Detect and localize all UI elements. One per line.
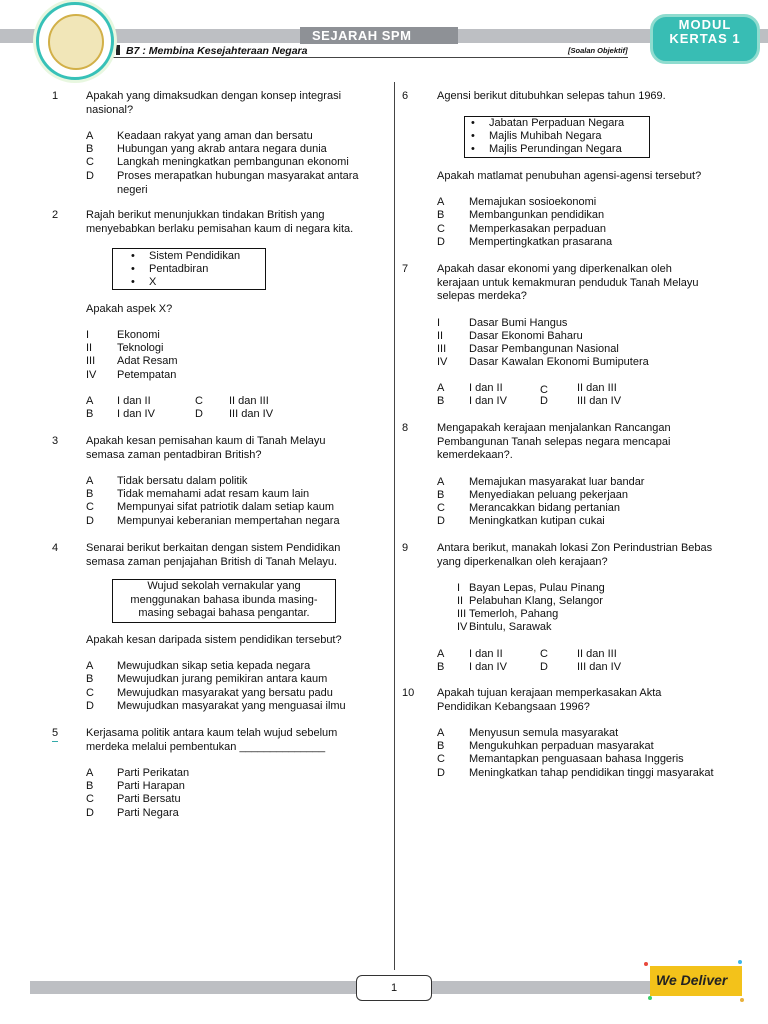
option-letter: B: [86, 673, 94, 685]
option-text: I dan IV: [117, 408, 155, 420]
option-text: Parti Perikatan: [117, 767, 190, 779]
item-numeral: I: [86, 329, 90, 341]
option-text: Tidak bersatu dalam politik: [117, 475, 248, 487]
option-letter: D: [86, 807, 94, 819]
option-text: Memperkasakan perpaduan: [469, 223, 606, 235]
option-letter: D: [540, 661, 548, 673]
option-text: Mewujudkan masyarakat yang menguasai ilmu: [117, 700, 346, 712]
item-numeral: IV: [437, 356, 448, 368]
option-text: Mewujudkan sikap setia kepada negara: [117, 660, 311, 672]
question-number: 4: [52, 542, 59, 554]
question-text: Apakah tujuan kerajaan memperkasakan Akta Pendidikan Kebangsaan 1996?: [437, 687, 662, 713]
option-text: Meningkatkan tahap pendidikan tinggi masyarakat: [469, 767, 714, 779]
question-text: Agensi berikut ditubuhkan selepas tahun 1969.: [437, 90, 666, 102]
option-text: II dan III: [577, 382, 617, 394]
item-numeral: IV: [86, 369, 97, 381]
option-text: Langkah meningkatkan pembangunan ekonomi: [117, 156, 349, 168]
option-letter: B: [437, 740, 445, 752]
question-number: 2: [52, 209, 59, 221]
module-badge-text: [660, 18, 750, 46]
item-text: Petempatan: [117, 369, 177, 381]
option-text: Mengukuhkan perpaduan masyarakat: [469, 740, 654, 752]
option-letter: A: [437, 382, 445, 394]
question-number: 1: [52, 90, 59, 102]
question-text: Mengapakah kerajaan menjalankan Rancangan Pembangunan Tanah selepas negara mencapai kemerdekaan?.: [437, 422, 671, 461]
option-text: Membangunkan pendidikan: [469, 209, 605, 221]
item-text: Pelabuhan Klang, Selangor: [469, 595, 603, 607]
option-letter: D: [437, 515, 445, 527]
question-number: 9: [402, 542, 409, 554]
option-letter: D: [437, 767, 445, 779]
option-letter: A: [437, 727, 445, 739]
info-box: [112, 248, 266, 290]
item-text: Temerloh, Pahang: [469, 608, 559, 620]
topic-marker: [116, 45, 120, 55]
question-type-label: [Soalan Objektif]: [568, 46, 628, 55]
box-item: • X: [149, 276, 156, 290]
option-letter: B: [86, 780, 94, 792]
crest-icon: [48, 14, 104, 70]
subject-title: SEJARAH SPM: [312, 28, 412, 43]
option-text: I dan II: [469, 382, 503, 394]
column-divider: [394, 82, 395, 970]
option-text: I dan II: [469, 648, 503, 660]
question-number: 5: [52, 727, 58, 742]
option-letter: B: [437, 209, 445, 221]
item-text: Bayan Lepas, Pulau Pinang: [469, 582, 605, 594]
item-numeral: III: [86, 355, 96, 367]
item-text: Dasar Pembangunan Nasional: [469, 343, 619, 355]
option-text: Keadaan rakyat yang aman dan bersatu: [117, 130, 313, 142]
option-text: Parti Bersatu: [117, 793, 181, 805]
item-text: Adat Resam: [117, 355, 178, 367]
option-letter: A: [86, 767, 94, 779]
item-text: Dasar Kawalan Ekonomi Bumiputera: [469, 356, 649, 368]
option-text: Hubungan yang akrab antara negara dunia: [117, 143, 327, 155]
option-text: I dan IV: [469, 395, 507, 407]
question-text: Senarai berikut berkaitan dengan sistem Pendidikan semasa zaman penjajahan British di Tanah Melayu.: [86, 542, 341, 568]
option-letter: C: [86, 501, 94, 513]
option-letter: C: [86, 793, 94, 805]
option-text: Memajukan sosioekonomi: [469, 196, 597, 208]
option-text: Meningkatkan kutipan cukai: [469, 515, 605, 527]
option-text: Proses merapatkan hubungan masyarakat antara negeri: [117, 170, 359, 196]
option-letter: C: [86, 687, 94, 699]
option-letter: B: [437, 489, 445, 501]
option-letter: D: [86, 170, 94, 182]
option-text: Mewujudkan jurang pemikiran antara kaum: [117, 673, 328, 685]
item-numeral: II: [437, 330, 444, 342]
option-letter: D: [86, 700, 94, 712]
option-text: Mempertingkatkan prasarana: [469, 236, 613, 248]
option-text: Memajukan masyarakat luar bandar: [469, 476, 645, 488]
option-text: Mewujudkan masyarakat yang bersatu padu: [117, 687, 333, 699]
option-letter: A: [86, 395, 94, 407]
item-text: Bintulu, Sarawak: [469, 621, 552, 633]
box-item: • Jabatan Perpaduan Negara: [489, 117, 624, 131]
option-letter: D: [437, 236, 445, 248]
option-letter: C: [86, 156, 94, 168]
module-line-2: KERTAS 1: [669, 31, 741, 46]
question-number: 8: [402, 422, 409, 434]
option-letter: C: [437, 223, 445, 235]
question-number: 10: [402, 687, 415, 699]
option-text: Parti Negara: [117, 807, 179, 819]
question-prompt: Apakah kesan daripada sistem pendidikan tersebut?: [86, 634, 342, 646]
module-line-1: MODUL: [678, 17, 732, 32]
item-numeral: I: [437, 317, 441, 329]
option-letter: D: [86, 515, 94, 527]
question-number: 6: [402, 90, 409, 102]
item-text: Dasar Bumi Hangus: [469, 317, 568, 329]
option-letter: C: [437, 753, 445, 765]
footer-bar: [30, 981, 650, 994]
option-text: Menyusun semula masyarakat: [469, 727, 619, 739]
question-text: Antara berikut, manakah lokasi Zon Perindustrian Bebas yang diperkenalkan oleh kerajaan?: [437, 542, 713, 568]
item-numeral: III: [457, 608, 467, 620]
page-number: 1: [356, 975, 432, 1001]
option-letter: C: [540, 384, 548, 396]
option-text: Memantapkan penguasaan bahasa Inggeris: [469, 753, 684, 765]
option-letter: C: [195, 395, 203, 407]
option-letter: A: [86, 475, 94, 487]
option-letter: B: [86, 143, 94, 155]
item-text: Dasar Ekonomi Baharu: [469, 330, 583, 342]
option-letter: B: [437, 395, 445, 407]
option-text: III dan IV: [229, 408, 274, 420]
question-number: 7: [402, 263, 409, 275]
option-text: II dan III: [229, 395, 269, 407]
box-item: • Majlis Perundingan Negara: [489, 143, 622, 157]
item-numeral: IV: [457, 621, 468, 633]
question-text: Apakah dasar ekonomi yang diperkenalkan oleh kerajaan untuk kemakmuran penduduk Tanah Melayu selepas merdeka?: [437, 263, 699, 302]
question-text: Kerjasama politik antara kaum telah wujud sebelum merdeka melalui pembentukan ______________: [86, 727, 338, 753]
option-letter: A: [86, 660, 94, 672]
option-text: Parti Harapan: [117, 780, 185, 792]
option-letter: A: [437, 648, 445, 660]
option-letter: D: [540, 395, 548, 407]
info-box: [464, 116, 650, 158]
option-text: III dan IV: [577, 661, 622, 673]
option-text: Mempunyai keberanian mempertahan negara: [117, 515, 340, 527]
box-text: Wujud sekolah vernakular yang menggunakan bahasa ibunda masing-masing sebagai bahasa pengantar.: [130, 580, 318, 619]
info-box: [112, 579, 336, 623]
option-text: I dan II: [117, 395, 151, 407]
item-numeral: III: [437, 343, 447, 355]
option-letter: C: [437, 502, 445, 514]
option-letter: A: [437, 476, 445, 488]
option-letter: C: [540, 648, 548, 660]
option-letter: D: [195, 408, 203, 420]
option-text: III dan IV: [577, 395, 622, 407]
item-text: Ekonomi: [117, 329, 160, 341]
option-letter: B: [86, 408, 94, 420]
option-text: Mempunyai sifat patriotik dalam setiap kaum: [117, 501, 335, 513]
option-letter: A: [86, 130, 94, 142]
question-text: Rajah berikut menunjukkan tindakan British yang menyebabkan berlaku pemisahan kaum di negara kita.: [86, 209, 354, 235]
option-letter: B: [437, 661, 445, 673]
item-text: Teknologi: [117, 342, 164, 354]
question-text: Apakah yang dimaksudkan dengan konsep integrasi nasional?: [86, 90, 342, 116]
option-letter: B: [86, 488, 94, 500]
topic-title: B7 : Membina Kesejahteraan Negara: [126, 45, 308, 57]
box-item: • Majlis Muhibah Negara: [489, 130, 602, 144]
question-text: Apakah kesan pemisahan kaum di Tanah Melayu semasa zaman pentadbiran British?: [86, 435, 326, 461]
question-prompt: Apakah aspek X?: [86, 303, 173, 315]
brand-logo-text: We Deliver: [656, 972, 728, 988]
option-text: Menyediakan peluang pekerjaan: [469, 489, 629, 501]
item-numeral: II: [457, 595, 464, 607]
option-text: Merancakkan bidang pertanian: [469, 502, 621, 514]
item-numeral: II: [86, 342, 93, 354]
box-item: • Pentadbiran: [149, 263, 208, 277]
option-text: Tidak memahami adat resam kaum lain: [117, 488, 310, 500]
option-text: II dan III: [577, 648, 617, 660]
box-item: • Sistem Pendidikan: [149, 250, 240, 264]
option-letter: A: [437, 196, 445, 208]
option-text: I dan IV: [469, 661, 507, 673]
item-numeral: I: [457, 582, 461, 594]
question-prompt: Apakah matlamat penubuhan agensi-agensi tersebut?: [437, 170, 702, 182]
question-number: 3: [52, 435, 59, 447]
